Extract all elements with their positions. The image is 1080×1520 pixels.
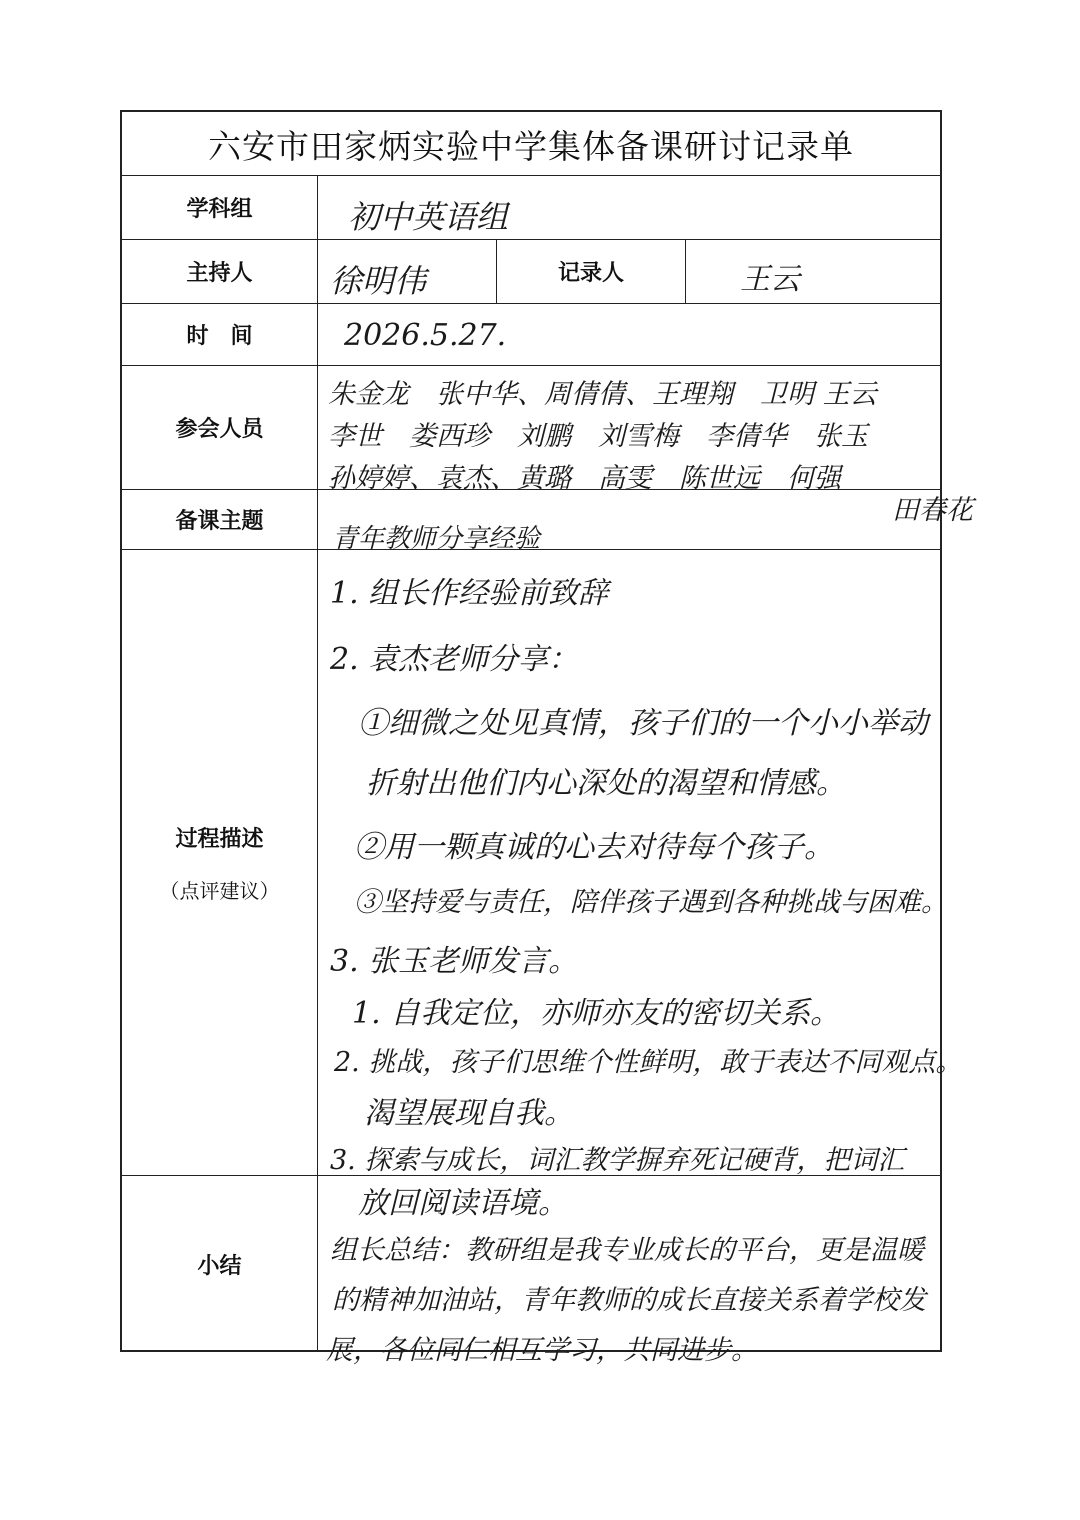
summary-line-3: 展，各位同仁相互学习，共同进步。 (326, 1335, 758, 1366)
host-label: 主持人 (122, 240, 318, 303)
process-line-10: 渴望展现自我。 (364, 1096, 574, 1131)
process-row (122, 550, 963, 1176)
time-label: 时 间 (122, 304, 318, 365)
summary-notes (326, 1176, 940, 1366)
process-line-6: ③坚持爱与责任，陪伴孩子遇到各种挑战与困难。 (354, 887, 948, 918)
subject-group-row (122, 176, 940, 240)
process-line-7: 3. 张玉老师发言。 (330, 944, 579, 979)
summary-line-2: 的精神加油站，青年教师的成长直接关系着学校发 (332, 1285, 926, 1316)
title-row (122, 112, 940, 176)
topic-value: 青年教师分享经验 (332, 524, 541, 554)
process-line-8: 1. 自我定位，亦师亦友的密切关系。 (352, 996, 841, 1031)
process-line-11: 3. 探索与成长，词汇教学摒弃死记硬背，把词汇 (330, 1145, 905, 1176)
process-line-3: ①细微之处见真情，孩子们的一个小小举动 (358, 706, 928, 741)
record-sheet (120, 110, 973, 1366)
time-row (122, 304, 940, 366)
process-line-2: 2. 袁杰老师分享： (330, 642, 579, 677)
process-line-5: ②用一颗真诚的心去对待每个孩子。 (354, 830, 834, 865)
recorder-value: 王云 (740, 262, 800, 297)
process-label-main: 过程描述 (175, 826, 264, 852)
process-label (122, 550, 318, 1175)
host-value: 徐明伟 (330, 262, 427, 300)
subject-group-label: 学科组 (122, 176, 318, 239)
process-notes (330, 550, 963, 1176)
summary-line-1: 组长总结：教研组是我专业成长的平台，更是温暖 (330, 1235, 924, 1266)
form-title: 六安市田家炳实验中学集体备课研讨记录单 (208, 126, 854, 166)
process-label-sub: （点评建议） (159, 878, 280, 903)
subject-group-value: 初中英语组 (348, 198, 509, 236)
time-value: 2026.5.27. (344, 318, 507, 353)
process-line-4: 折射出他们内心深处的渴望和情感。 (366, 766, 846, 801)
participants-label: 参会人员 (122, 366, 318, 489)
process-line-9: 2. 挑战，孩子们思维个性鲜明，敢于表达不同观点。 (334, 1047, 963, 1078)
process-line-12: 放回阅读语境。 (358, 1186, 568, 1221)
participants-line-3: 孙婷婷、袁杰、黄璐 高雯 陈世远 何强 (328, 463, 841, 494)
participants-line-4: 田春花 (892, 495, 973, 526)
topic-row (122, 490, 973, 554)
process-line-1: 1. 组长作经验前致辞 (330, 576, 609, 611)
participants-line-2: 李世 娄西珍 刘鹏 刘雪梅 李倩华 张玉 (328, 421, 868, 452)
summary-row (122, 1176, 940, 1366)
host-recorder-row (122, 240, 940, 304)
recorder-label: 记录人 (496, 240, 686, 303)
topic-label: 备课主题 (122, 490, 318, 549)
participants-line-1: 朱金龙 张中华、周倩倩、王理翔 卫明 王云 (328, 379, 877, 410)
participants-row (122, 366, 940, 494)
summary-label: 小结 (122, 1176, 318, 1352)
